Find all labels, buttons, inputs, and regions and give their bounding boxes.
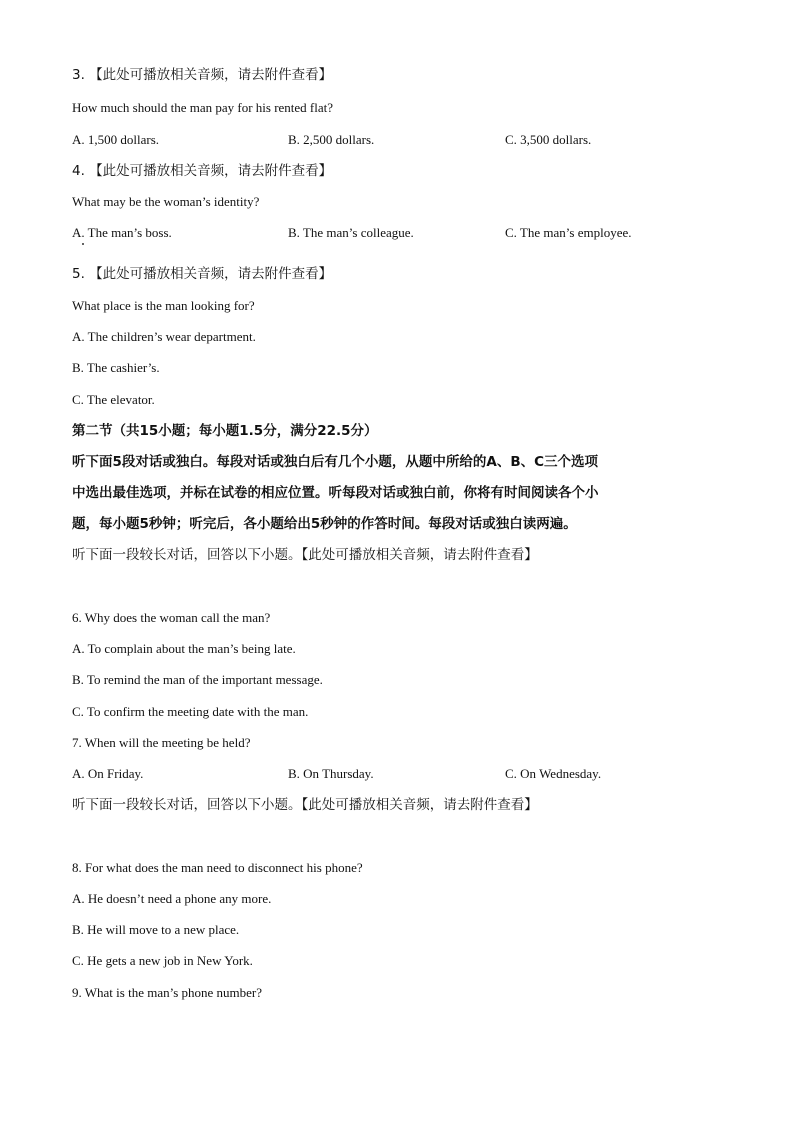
question-5-header: 5. 【此处可播放相关音频，请去附件查看】	[72, 266, 333, 282]
question-8-stem: 8. For what does the man need to disconnect his phone?	[72, 860, 363, 875]
question-5-option-c: C. The elevator.	[72, 392, 155, 407]
question-4-option-a: A. The man’s boss.	[72, 225, 172, 240]
section-2-instructions-line-1: 听下面5段对话或独白。每段对话或独白后有几个小题，从题中所给的A、B、C三个选项	[72, 454, 599, 470]
question-3-option-c: C. 3,500 dollars.	[505, 132, 592, 147]
question-8-option-b: B. He will move to a new place.	[72, 922, 240, 937]
question-3-header: 3. 【此处可播放相关音频，请去附件查看】	[72, 67, 333, 83]
section-2-title: 第二节（共15小题；每小题1.5分，满分22.5分）	[72, 423, 378, 439]
question-4-option-b: B. The man’s colleague.	[288, 225, 414, 240]
question-4-option-c: C. The man’s employee.	[505, 225, 632, 240]
dialog-prompt-2: 听下面一段较长对话，回答以下小题。【此处可播放相关音频，请去附件查看】	[72, 797, 538, 813]
question-6-option-b: B. To remind the man of the important message.	[72, 672, 323, 687]
question-8-option-c: C. He gets a new job in New York.	[72, 953, 253, 968]
question-7-option-b: B. On Thursday.	[288, 766, 374, 781]
question-8-option-a: A. He doesn’t need a phone any more.	[72, 891, 272, 906]
question-6-option-c: C. To confirm the meeting date with the man.	[72, 704, 309, 719]
question-3-option-b: B. 2,500 dollars.	[288, 132, 375, 147]
question-6-option-a: A. To complain about the man’s being late.	[72, 641, 296, 656]
question-5-stem: What place is the man looking for?	[72, 298, 255, 313]
question-3-option-a: A. 1,500 dollars.	[72, 132, 160, 147]
question-7-option-a: A. On Friday.	[72, 766, 144, 781]
question-5-option-b: B. The cashier’s.	[72, 360, 160, 375]
question-4-header: 4. 【此处可播放相关音频，请去附件查看】	[72, 163, 333, 179]
question-9-stem: 9. What is the man’s phone number?	[72, 985, 263, 1000]
section-2-instructions-line-3: 题，每小题5秒钟；听完后，各小题给出5秒钟的作答时间。每段对话或独白读两遍。	[72, 516, 577, 532]
question-7-stem: 7. When will the meeting be held?	[72, 735, 251, 750]
question-7-option-c: C. On Wednesday.	[505, 766, 602, 781]
question-4-stem: What may be the woman’s identity?	[72, 194, 260, 209]
question-3-stem: How much should the man pay for his rented flat?	[72, 100, 334, 115]
question-5-option-a: A. The children’s wear department.	[72, 329, 256, 344]
stray-dot	[82, 243, 84, 245]
dialog-prompt-1: 听下面一段较长对话，回答以下小题。【此处可播放相关音频，请去附件查看】	[72, 547, 538, 563]
section-2-instructions-line-2: 中选出最佳选项，并标在试卷的相应位置。听每段对话或独白前，你将有时间阅读各个小	[72, 485, 599, 501]
question-6-stem: 6. Why does the woman call the man?	[72, 610, 271, 625]
